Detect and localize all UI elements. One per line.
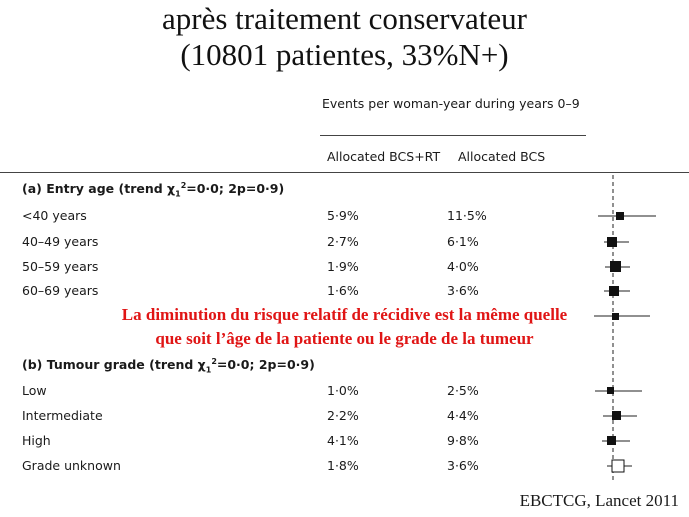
estimate-marker	[609, 286, 619, 296]
estimate-marker	[616, 212, 624, 220]
table-cell-rt: 1·6%	[327, 283, 359, 298]
estimate-marker	[610, 261, 621, 272]
estimate-marker	[607, 387, 614, 394]
header-group-label: Events per woman-year during years 0–9	[322, 96, 580, 111]
table-cell-bcs: 6·1%	[447, 234, 479, 249]
column-header-bcs: Allocated BCS	[458, 149, 546, 164]
estimate-marker-open	[612, 460, 624, 472]
table-row-label: Grade unknown	[22, 458, 121, 473]
table-cell-rt: 5·9%	[327, 208, 359, 223]
table-row-label: High	[22, 433, 51, 448]
citation: EBCTCG, Lancet 2011	[519, 491, 679, 510]
table-cell-bcs: 3·6%	[447, 458, 479, 473]
title-line-1: après traitement conservateur	[162, 1, 527, 36]
table-cell-rt: 2·2%	[327, 408, 359, 423]
table-row-label: Low	[22, 383, 47, 398]
section-b-sup: 2	[211, 357, 217, 366]
table-row-label: 50–59 years	[22, 259, 99, 274]
section-a-text: (a) Entry age (trend χ	[22, 181, 176, 197]
section-a-text-end: =0·0; 2p=0·9)	[186, 181, 285, 197]
table-cell-rt: 2·7%	[327, 234, 359, 249]
estimate-marker	[612, 411, 621, 420]
estimate-marker	[607, 237, 617, 247]
table-cell-rt: 1·9%	[327, 259, 359, 274]
table-row-label: <40 years	[22, 208, 87, 223]
section-b-heading	[22, 357, 315, 375]
overlay-message-line-2: que soit l’âge de la patiente ou le grade de la tumeur	[155, 329, 534, 348]
table-cell-bcs: 4·4%	[447, 408, 479, 423]
section-b-text: (b) Tumour grade (trend χ	[22, 357, 206, 373]
title-line-2: (10801 patientes, 33%N+)	[180, 37, 509, 72]
header-rule	[320, 135, 586, 136]
table-row-label: 60–69 years	[22, 283, 99, 298]
table-cell-bcs: 4·0%	[447, 259, 479, 274]
estimate-marker	[607, 436, 616, 445]
section-b-sub: 1	[205, 365, 212, 375]
column-header-bcs-rt: Allocated BCS+RT	[327, 149, 441, 164]
table-row-label: 40–49 years	[22, 234, 99, 249]
section-b-text-end: =0·0; 2p=0·9)	[216, 357, 315, 373]
estimate-marker	[612, 313, 619, 320]
table-cell-bcs: 9·8%	[447, 433, 479, 448]
table-cell-rt: 1·0%	[327, 383, 359, 398]
table-cell-rt: 1·8%	[327, 458, 359, 473]
section-a-sup: 2	[180, 181, 187, 190]
table-cell-bcs: 11·5%	[447, 208, 487, 223]
forest-plot	[590, 175, 670, 480]
table-cell-bcs: 3·6%	[447, 283, 479, 298]
section-a-sub: 1	[175, 189, 181, 199]
overlay-message-line-1: La diminution du risque relatif de récidive est la même quelle	[121, 305, 568, 324]
table-row-label: Intermediate	[22, 408, 103, 423]
table-cell-bcs: 2·5%	[447, 383, 479, 398]
section-a-heading	[22, 181, 284, 199]
table-top-rule	[0, 172, 689, 173]
table-cell-rt: 4·1%	[327, 433, 359, 448]
